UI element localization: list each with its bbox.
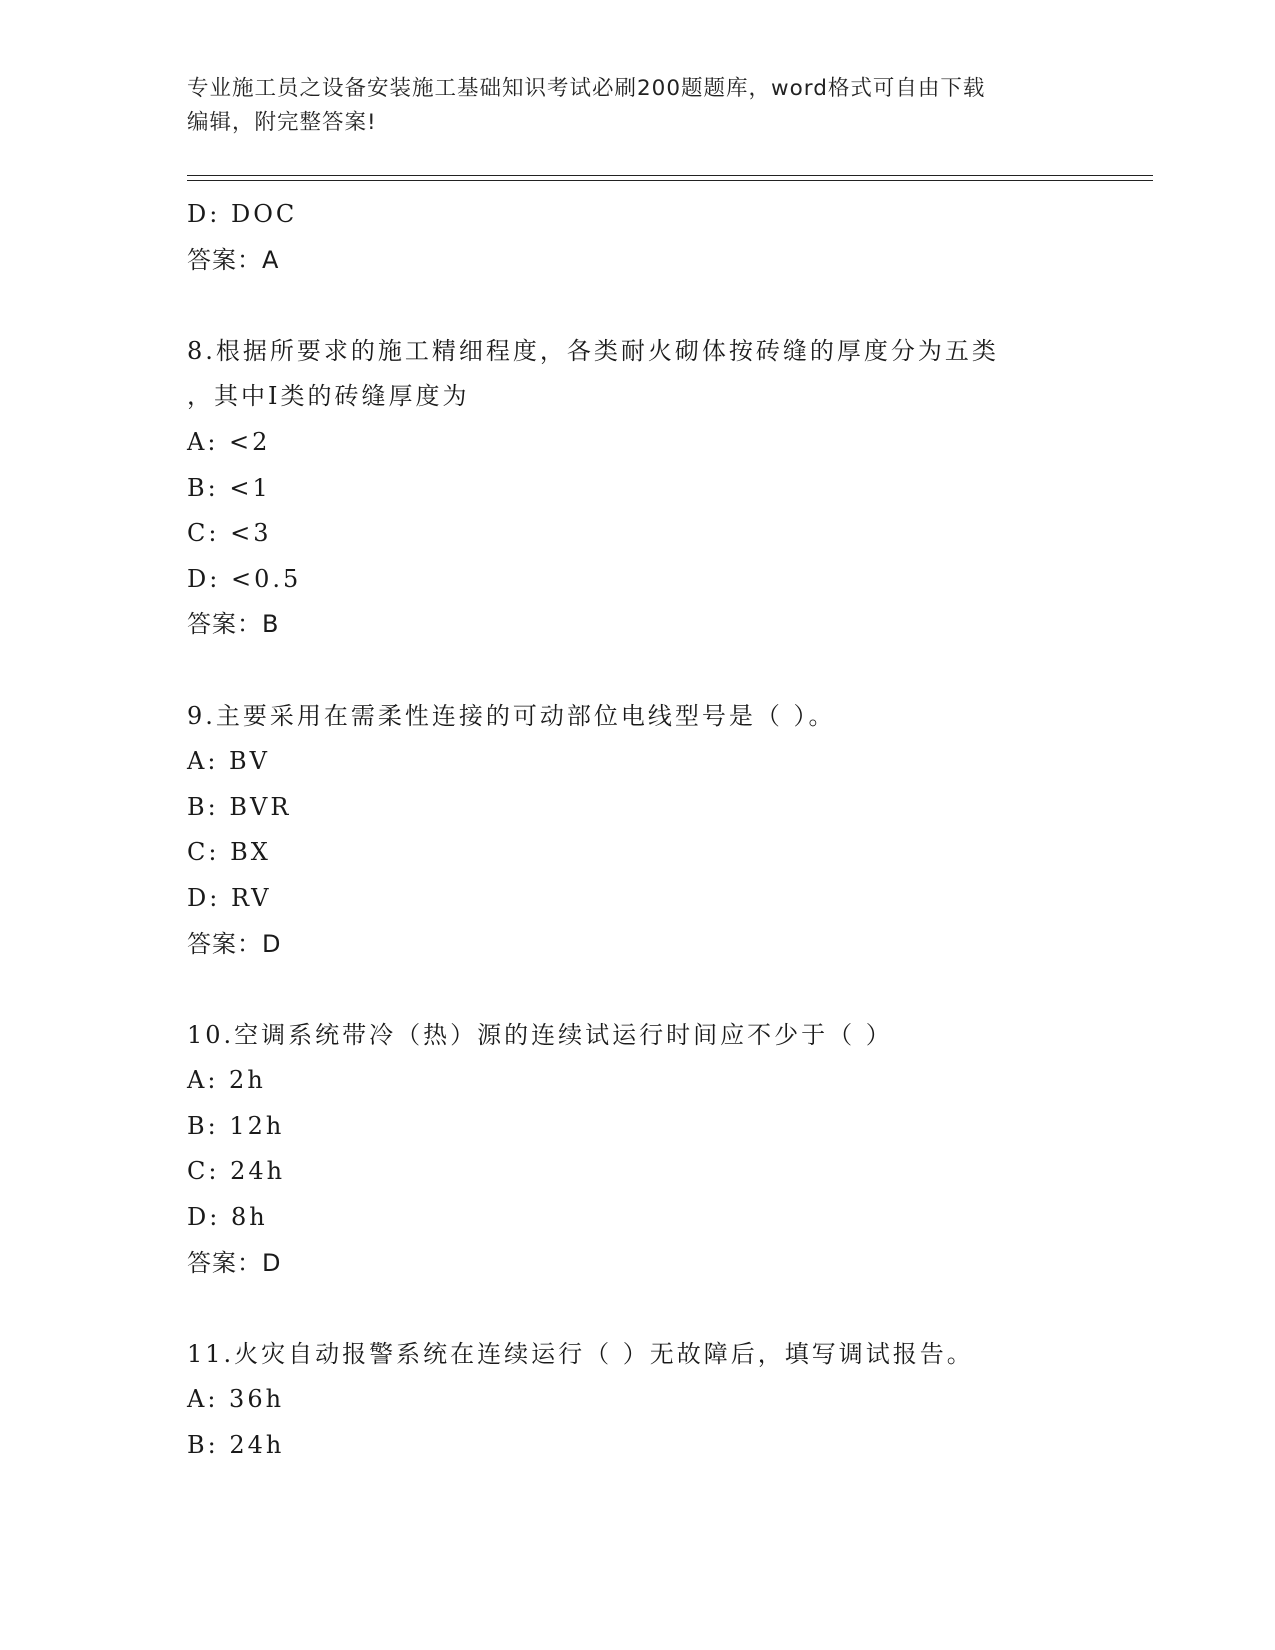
option-b: B: BVR (187, 792, 292, 821)
header-divider-top (187, 175, 1153, 176)
option-b: B: 12h (187, 1111, 285, 1140)
document-header (187, 72, 1067, 140)
answer-line: 答案：D (187, 929, 282, 958)
option-c: C: <3 (187, 519, 272, 548)
question-stem-continued: ，其中I类的砖缝厚度为 (187, 382, 470, 411)
option-a: A: 36h (187, 1385, 285, 1414)
answer-line: 答案：A (187, 245, 280, 274)
answer-line: 答案：D (187, 1248, 282, 1277)
answer-line: 答案：B (187, 610, 280, 639)
option-b: B: 24h (187, 1431, 285, 1460)
option-a: A: 2h (187, 1066, 266, 1095)
question-spacer (187, 283, 1127, 329)
question-spacer (187, 967, 1127, 1013)
question-spacer (187, 1286, 1127, 1332)
question-11 (187, 1332, 1127, 1469)
option-a: A: BV (187, 747, 271, 776)
question-8 (187, 329, 1127, 648)
question-stem: 9.主要采用在需柔性连接的可动部位电线型号是（ ）。 (187, 701, 836, 730)
header-title-line-1: 专业施工员之设备安装施工基础知识考试必刷200题题库，word格式可自由下载 (187, 76, 986, 101)
question-stem: 11.火灾自动报警系统在连续运行（ ）无故障后，填写调试报告。 (187, 1339, 974, 1368)
question-list (187, 192, 1127, 1469)
question-spacer (187, 648, 1127, 694)
option-c: C: 24h (187, 1157, 286, 1186)
question-stem: 10.空调系统带冷（热）源的连续试运行时间应不少于（ ） (187, 1020, 893, 1049)
header-divider-bottom (187, 180, 1153, 181)
option-b: B: <1 (187, 473, 271, 502)
option-d: D: <0.5 (187, 564, 302, 593)
question-10 (187, 1013, 1127, 1287)
question-stem: 8.根据所要求的施工精细程度，各类耐火砌体按砖缝的厚度分为五类 (187, 336, 999, 365)
option-d: D: RV (187, 883, 272, 912)
option-d: D: 8h (187, 1203, 268, 1232)
question-9 (187, 694, 1127, 968)
previous-question-tail (187, 192, 1127, 283)
header-title-line-2: 编辑，附完整答案! (187, 110, 377, 135)
option-c: C: BX (187, 838, 271, 867)
option-a: A: <2 (187, 427, 271, 456)
option-d: D: DOC (187, 200, 298, 228)
